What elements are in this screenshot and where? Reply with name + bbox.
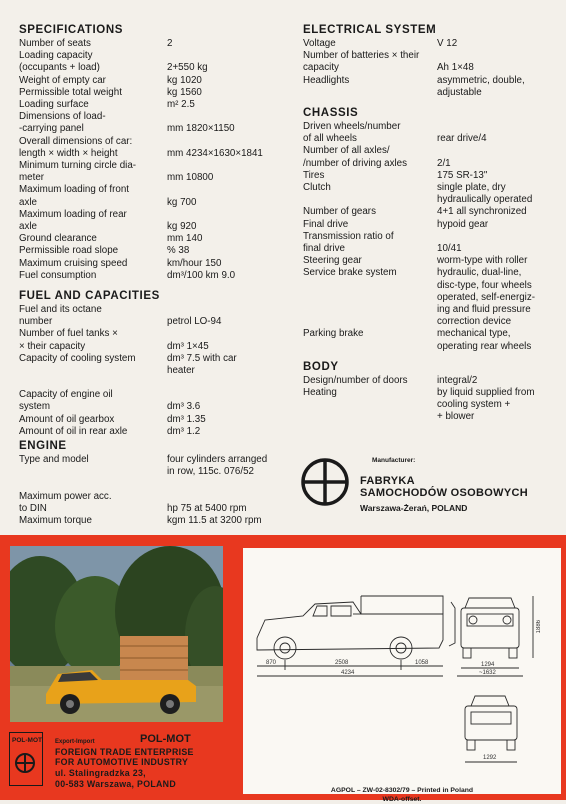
spec-row	[303, 75, 558, 87]
spec-row	[303, 292, 558, 304]
fso-logo-icon	[300, 457, 350, 507]
spec-label: axle	[19, 221, 37, 233]
spec-row	[303, 243, 558, 255]
spec-value: mm 140	[167, 233, 203, 245]
spec-value: mm 4234×1630×1841	[167, 147, 263, 159]
spec-value: operating rear wheels	[437, 340, 532, 352]
spec-value	[167, 111, 289, 123]
spec-value: 10/41	[437, 243, 462, 255]
spec-row	[19, 316, 289, 328]
spec-label: Driven wheels/number	[303, 121, 401, 133]
spec-label: Fuel and its octane	[19, 304, 102, 316]
spec-row	[19, 341, 289, 353]
fuel-table	[19, 304, 289, 438]
chassis-table	[303, 121, 558, 353]
spec-value: 2	[167, 38, 173, 49]
spec-value: heater	[167, 365, 195, 377]
spec-value: ing and fluid pressure	[437, 304, 531, 316]
spec-row	[303, 158, 558, 170]
spec-label: capacity	[303, 62, 339, 74]
spec-value	[437, 231, 558, 243]
spec-row	[19, 414, 289, 426]
spec-value	[167, 491, 289, 503]
spec-row	[19, 99, 289, 111]
spec-row	[19, 389, 289, 401]
spec-label: system	[19, 401, 51, 413]
spec-value: mm 1820×1150	[167, 123, 235, 135]
spec-label: Amount of oil in rear axle	[19, 425, 128, 437]
spec-row	[303, 316, 558, 328]
spec-row	[303, 145, 558, 157]
spec-row	[303, 341, 558, 353]
spec-label: Service brake system	[303, 267, 397, 279]
spec-value: by liquid supplied from	[437, 387, 535, 399]
spec-value: % 38	[167, 245, 190, 257]
technical-drawing-panel	[243, 548, 561, 803]
spec-value: dm³ 1.35	[167, 413, 206, 425]
spec-value: dm³ 7.5 with car	[167, 352, 237, 364]
spec-value: kg 1560	[167, 86, 202, 98]
spec-label: Ground clearance	[19, 233, 97, 245]
spec-label: Clutch	[303, 182, 331, 194]
spec-value: mechanical type,	[437, 328, 511, 340]
spec-label	[303, 87, 437, 99]
exporter-line-4: 00-583 Warszawa, POLAND	[55, 779, 176, 789]
electrical-heading: ELECTRICAL SYSTEM	[303, 24, 437, 36]
spec-label: Number of seats	[19, 38, 91, 49]
spec-row	[303, 62, 558, 74]
spec-row	[19, 62, 289, 74]
spec-value: cooling system +	[437, 399, 511, 411]
spec-value: rear drive/4	[437, 133, 487, 145]
spec-row	[303, 133, 558, 145]
spec-label	[303, 341, 437, 353]
spec-label: -carrying panel	[19, 123, 84, 135]
spec-row	[19, 111, 289, 123]
dim-front-overhang: 870	[266, 660, 277, 666]
spec-value	[437, 145, 558, 157]
spec-label	[19, 365, 167, 377]
spec-label: Amount of oil gearbox	[19, 413, 115, 425]
spec-row	[19, 50, 289, 62]
manufacturer-name-line1: FABRYKA	[360, 475, 415, 487]
spec-value: disc-type, four wheels	[437, 279, 532, 291]
exporter-name: POL-MOT	[140, 733, 191, 745]
spec-label: Number of gears	[303, 206, 376, 218]
chassis-heading: CHASSIS	[303, 107, 359, 120]
spec-row	[303, 206, 558, 218]
spec-value: 2/1	[437, 157, 451, 169]
spec-row	[19, 233, 289, 245]
spec-label: Permissible total weight	[19, 86, 122, 98]
spec-row	[303, 399, 558, 411]
spec-value: dm³ 1.2	[167, 425, 201, 437]
spec-value: dm³ 1×45	[167, 340, 209, 352]
manufacturer-block	[300, 455, 560, 525]
print-note	[243, 786, 561, 804]
spec-label: number	[19, 316, 53, 328]
spec-row	[19, 209, 289, 221]
red-footer	[0, 535, 566, 803]
dim-wheelbase: 2508	[335, 660, 349, 666]
spec-row	[303, 267, 558, 279]
spec-label: Maximum cruising speed	[19, 257, 128, 269]
spec-label: Maximum loading of front	[19, 184, 129, 196]
spec-value: hydraulic, dual-line,	[437, 267, 522, 279]
spec-label: Dimensions of load-	[19, 111, 106, 123]
spec-label	[303, 280, 437, 292]
spec-label: Steering gear	[303, 255, 362, 267]
spec-label: Fuel consumption	[19, 269, 97, 281]
spec-value: kg 920	[167, 221, 197, 233]
spec-label: Weight of empty car	[19, 74, 106, 86]
spec-value: petrol LO-94	[167, 316, 222, 328]
spec-value: worm-type with roller	[437, 255, 528, 267]
spec-value: asymmetric, double,	[437, 74, 525, 86]
spec-label: Loading surface	[19, 99, 89, 111]
spec-row	[19, 466, 289, 478]
spec-row	[19, 123, 289, 135]
spec-row	[303, 182, 558, 194]
spec-label: Headlights	[303, 74, 350, 86]
exporter-line-3: ul. Stalingradzka 23,	[55, 768, 146, 778]
spec-value: kg 1020	[167, 74, 202, 86]
engine-heading: ENGINE	[19, 440, 67, 453]
spec-value	[167, 209, 289, 221]
spec-row	[303, 304, 558, 316]
dim-rear-overhang: 1058	[415, 660, 429, 666]
spec-label: Minimum turning circle dia-	[19, 160, 137, 172]
spec-value: dm³/100 km 9.0	[167, 269, 236, 281]
spec-value: 175 SR-13"	[437, 169, 488, 181]
spec-value: kg 700	[167, 196, 197, 208]
specifications-heading: SPECIFICATIONS	[19, 24, 124, 36]
spec-label: Permissible road slope	[19, 245, 119, 257]
spec-value: hp 75 at 5400 rpm	[167, 502, 247, 514]
electrical-table	[303, 38, 558, 99]
spec-row	[19, 377, 289, 389]
pickup-technical-drawing	[243, 548, 561, 786]
dim-width: ~1632	[479, 670, 496, 676]
spec-value: adjustable	[437, 86, 482, 98]
spec-value	[167, 304, 289, 316]
spec-value	[167, 389, 289, 401]
spec-row	[303, 231, 558, 243]
spec-value: V 12	[437, 38, 458, 49]
spec-row	[19, 515, 289, 527]
spec-row	[19, 172, 289, 184]
spec-label: (occupants + load)	[19, 62, 100, 74]
spec-value	[437, 50, 558, 62]
spec-label: Maximum power acc.	[19, 490, 112, 502]
spec-value: mm 10800	[167, 172, 214, 184]
print-note-line-1: AGPOL – ZW-02-8302/79 – Printed in Poland	[330, 787, 474, 794]
body-heading: BODY	[303, 360, 339, 373]
pickup-photo	[10, 546, 223, 722]
spec-label	[303, 292, 437, 304]
spec-row	[19, 365, 289, 377]
spec-row	[303, 280, 558, 292]
spec-value: four cylinders arranged	[167, 454, 268, 466]
spec-label: Loading capacity	[19, 50, 93, 62]
spec-value: Ah 1×48	[437, 62, 474, 74]
spec-label: /number of driving axles	[303, 157, 408, 169]
spec-row	[19, 148, 289, 160]
spec-label: Heating	[303, 387, 337, 399]
spec-label: of all wheels	[303, 133, 357, 145]
manufacturer-address: Warszawa-Żerań, POLAND	[360, 503, 468, 513]
engine-table	[19, 454, 289, 527]
spec-value	[167, 160, 289, 172]
dim-length: 4234	[341, 670, 355, 676]
spec-label	[303, 411, 437, 423]
spec-row	[19, 75, 289, 87]
polmot-logo	[9, 732, 43, 786]
spec-value: hypoid gear	[437, 218, 489, 230]
spec-label: meter	[19, 172, 45, 184]
spec-value: m² 2.5	[167, 99, 195, 111]
spec-row	[303, 328, 558, 340]
body-table	[303, 375, 558, 424]
spec-value: 2+550 kg	[167, 62, 208, 74]
spec-value: km/hour 150	[167, 257, 222, 269]
spec-value	[167, 328, 289, 340]
spec-label: to DIN	[19, 502, 47, 514]
spec-value: + blower	[437, 411, 475, 423]
spec-row	[19, 197, 289, 209]
fso-emblem-icon	[10, 749, 42, 779]
spec-label: Final drive	[303, 218, 349, 230]
spec-row	[19, 401, 289, 413]
spec-value: kgm 11.5 at 3200 rpm	[167, 514, 262, 526]
left-column	[19, 22, 289, 527]
spec-row	[19, 245, 289, 257]
spec-label: final drive	[303, 243, 345, 255]
spec-value: correction device	[437, 316, 512, 328]
spec-row	[19, 426, 289, 438]
dim-front-track: 1294	[481, 662, 495, 668]
spec-label: Capacity of cooling system	[19, 352, 136, 364]
spec-label: Design/number of doors	[303, 374, 408, 386]
spec-value	[167, 50, 289, 62]
spec-label: Capacity of engine oil	[19, 389, 113, 401]
spec-value: integral/2	[437, 374, 478, 386]
spec-label: Type and model	[19, 454, 89, 466]
spec-row	[303, 219, 558, 231]
spec-label: Number of fuel tanks ×	[19, 328, 118, 340]
spec-label	[303, 194, 437, 206]
spec-value: in row, 115c. 076/52	[167, 466, 254, 478]
spec-label: Parking brake	[303, 328, 364, 340]
spec-row	[303, 87, 558, 99]
spec-row	[19, 503, 289, 515]
spec-label: × their capacity	[19, 340, 86, 352]
exporter-label: Export-Import	[55, 739, 95, 745]
spec-value: 4+1 all synchronized	[437, 206, 527, 218]
dim-height: 1886	[536, 620, 542, 634]
spec-row	[303, 255, 558, 267]
spec-row	[19, 221, 289, 233]
spec-row	[303, 50, 558, 62]
spec-label: axle	[19, 196, 37, 208]
spec-row	[303, 194, 558, 206]
spec-row	[19, 479, 289, 491]
spec-label: Transmission ratio of	[303, 230, 394, 242]
spec-value	[167, 377, 289, 389]
spec-row	[303, 375, 558, 387]
spec-label: Overall dimensions of car:	[19, 135, 133, 147]
spec-value	[167, 184, 289, 196]
exporter-line-2: FOR AUTOMOTIVE INDUSTRY	[55, 757, 189, 767]
spec-label: Number of all axles/	[303, 145, 390, 157]
spec-row	[19, 328, 289, 340]
spec-value	[437, 121, 558, 133]
spec-value	[167, 136, 289, 148]
specifications-table	[19, 38, 289, 282]
spec-value: dm³ 3.6	[167, 401, 201, 413]
fuel-heading: FUEL AND CAPACITIES	[19, 290, 160, 303]
exporter-line-1: FOREIGN TRADE ENTERPRISE	[55, 747, 194, 757]
spec-label: Number of batteries × their	[303, 50, 420, 62]
spec-label	[19, 466, 167, 478]
print-note-line-2: WDA-offset.	[382, 796, 422, 803]
manufacturer-name	[360, 475, 528, 499]
spec-value: single plate, dry	[437, 182, 506, 194]
spec-row	[19, 38, 289, 50]
spec-label	[303, 316, 437, 328]
spec-row	[19, 87, 289, 99]
dim-rear-track: 1292	[483, 755, 497, 761]
manufacturer-name-line2: SAMOCHODÓW OSOBOWYCH	[360, 487, 528, 499]
right-column	[303, 22, 558, 424]
spec-value	[167, 479, 289, 491]
spec-row	[303, 38, 558, 50]
spec-row	[19, 160, 289, 172]
spec-row	[19, 136, 289, 148]
spec-row	[19, 184, 289, 196]
spec-label: Maximum loading of rear	[19, 208, 127, 220]
spec-label: Maximum torque	[19, 514, 92, 526]
spec-row	[303, 387, 558, 399]
spec-row	[19, 304, 289, 316]
spec-label	[303, 304, 437, 316]
spec-label	[303, 399, 437, 411]
spec-label: Voltage	[303, 38, 336, 49]
manufacturer-label: Manufacturer:	[372, 457, 416, 464]
spec-row	[19, 270, 289, 282]
spec-label	[19, 479, 167, 491]
spec-label: length × width × height	[19, 147, 118, 159]
polmot-logo-text: POL-MOT	[12, 737, 42, 744]
spec-row	[19, 491, 289, 503]
spec-row	[19, 258, 289, 270]
spec-label	[19, 377, 167, 389]
spec-row	[19, 454, 289, 466]
spec-row	[303, 121, 558, 133]
spec-value: hydraulically operated	[437, 194, 533, 206]
spec-row	[303, 170, 558, 182]
spec-row	[19, 353, 289, 365]
spec-label: Tires	[303, 169, 325, 181]
spec-value: operated, self-energiz-	[437, 291, 536, 303]
spec-row	[303, 411, 558, 423]
